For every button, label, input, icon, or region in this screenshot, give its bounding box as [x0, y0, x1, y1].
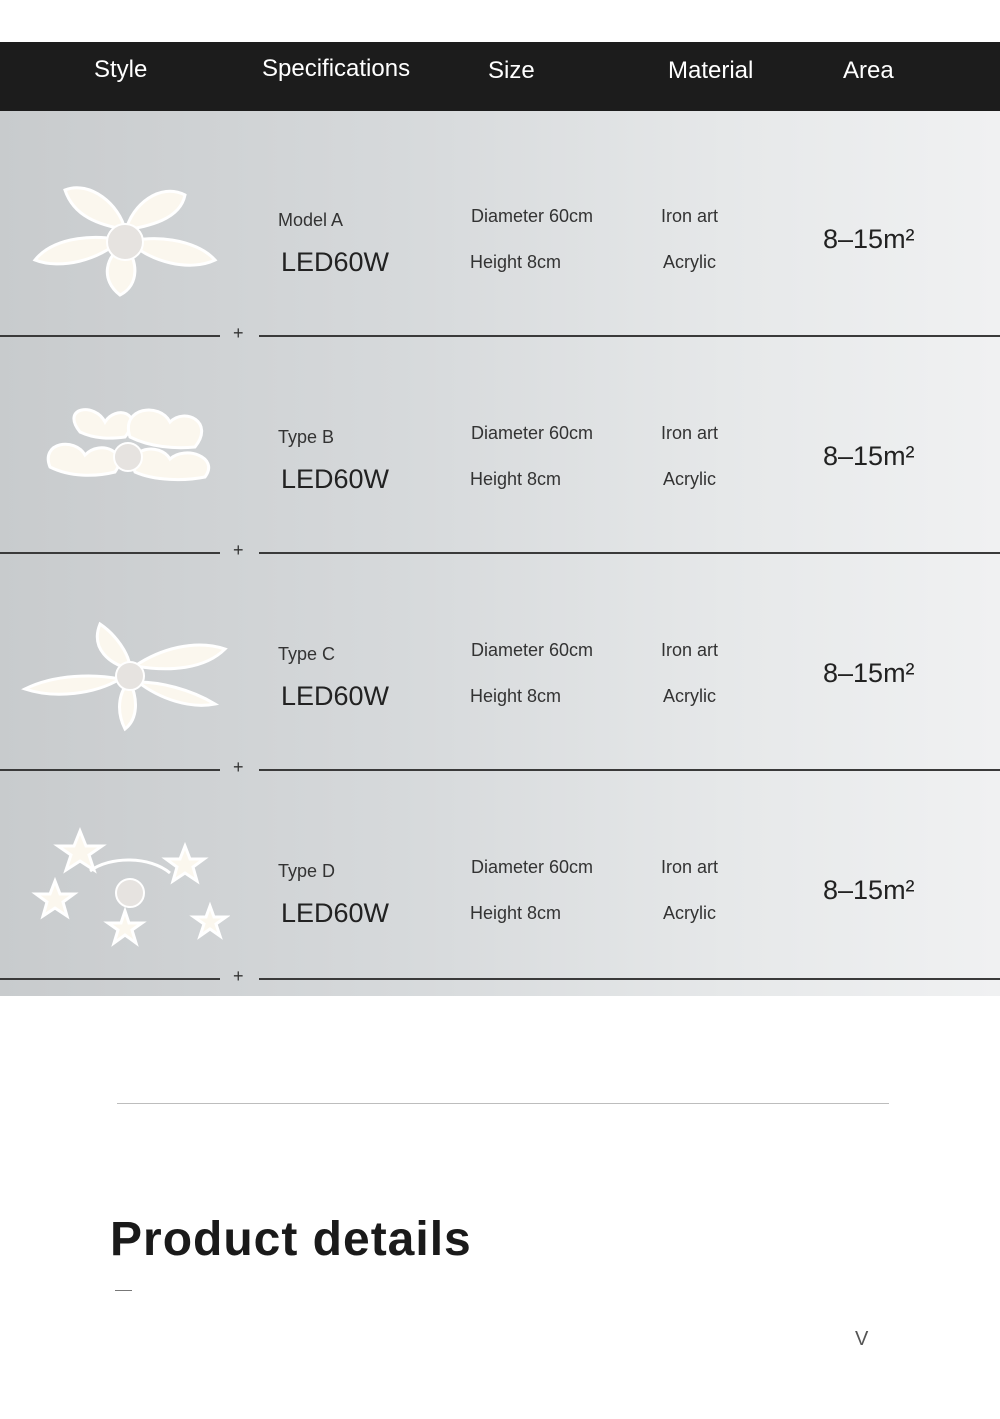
- row-power: LED60W: [281, 464, 390, 494]
- row-diameter: Diameter 60cm: [471, 206, 594, 226]
- plus-icon: +: [233, 323, 244, 343]
- row-material-1: Iron art: [661, 423, 719, 443]
- plus-icon: +: [233, 540, 244, 560]
- plus-icon: +: [233, 966, 244, 986]
- row-height: Height 8cm: [470, 252, 562, 272]
- chevron-down-icon[interactable]: V: [855, 1328, 869, 1350]
- row-power: LED60W: [281, 681, 390, 711]
- row-material-1: Iron art: [661, 857, 719, 877]
- row-material-2: Acrylic: [663, 469, 716, 489]
- row-model: Type C: [278, 644, 336, 664]
- section-title: Product details: [110, 1213, 472, 1266]
- table-row: [0, 554, 1000, 777]
- row-area: 8–15m²: [823, 658, 915, 688]
- row-height: Height 8cm: [470, 903, 562, 923]
- row-material-2: Acrylic: [663, 686, 716, 706]
- row-height: Height 8cm: [470, 469, 562, 489]
- row-model: Model A: [278, 210, 344, 230]
- table-row: [0, 337, 1000, 560]
- row-material-2: Acrylic: [663, 252, 716, 272]
- row-area: 8–15m²: [823, 224, 915, 254]
- row-material-1: Iron art: [661, 640, 719, 660]
- row-model: Type D: [278, 861, 336, 881]
- title-underline: [115, 1290, 132, 1291]
- row-area: 8–15m²: [823, 875, 915, 905]
- row-power: LED60W: [281, 247, 390, 277]
- row-height: Height 8cm: [470, 686, 562, 706]
- table-row: [0, 120, 1000, 343]
- header-specifications: Specifications: [262, 55, 411, 82]
- row-diameter: Diameter 60cm: [471, 640, 594, 660]
- header-material: Material: [668, 57, 754, 84]
- header-style: Style: [94, 56, 148, 83]
- row-power: LED60W: [281, 898, 390, 928]
- section-divider: [117, 1103, 889, 1104]
- row-diameter: Diameter 60cm: [471, 857, 594, 877]
- row-material-2: Acrylic: [663, 903, 716, 923]
- petal-lamp-icon: [20, 594, 230, 734]
- plus-icon: +: [233, 757, 244, 777]
- row-model: Type B: [278, 427, 335, 447]
- star-lamp-icon: [20, 811, 230, 951]
- row-area: 8–15m²: [823, 441, 915, 471]
- header-size: Size: [488, 57, 535, 84]
- table-header: [0, 42, 1000, 111]
- butterfly-lamp-icon: [20, 160, 230, 300]
- row-separator: [0, 966, 1000, 986]
- row-material-1: Iron art: [661, 206, 719, 226]
- table-row: [0, 771, 1000, 996]
- header-area: Area: [843, 57, 894, 84]
- row-diameter: Diameter 60cm: [471, 423, 594, 443]
- heart-lamp-icon: [20, 377, 230, 517]
- spec-table: [0, 111, 1000, 996]
